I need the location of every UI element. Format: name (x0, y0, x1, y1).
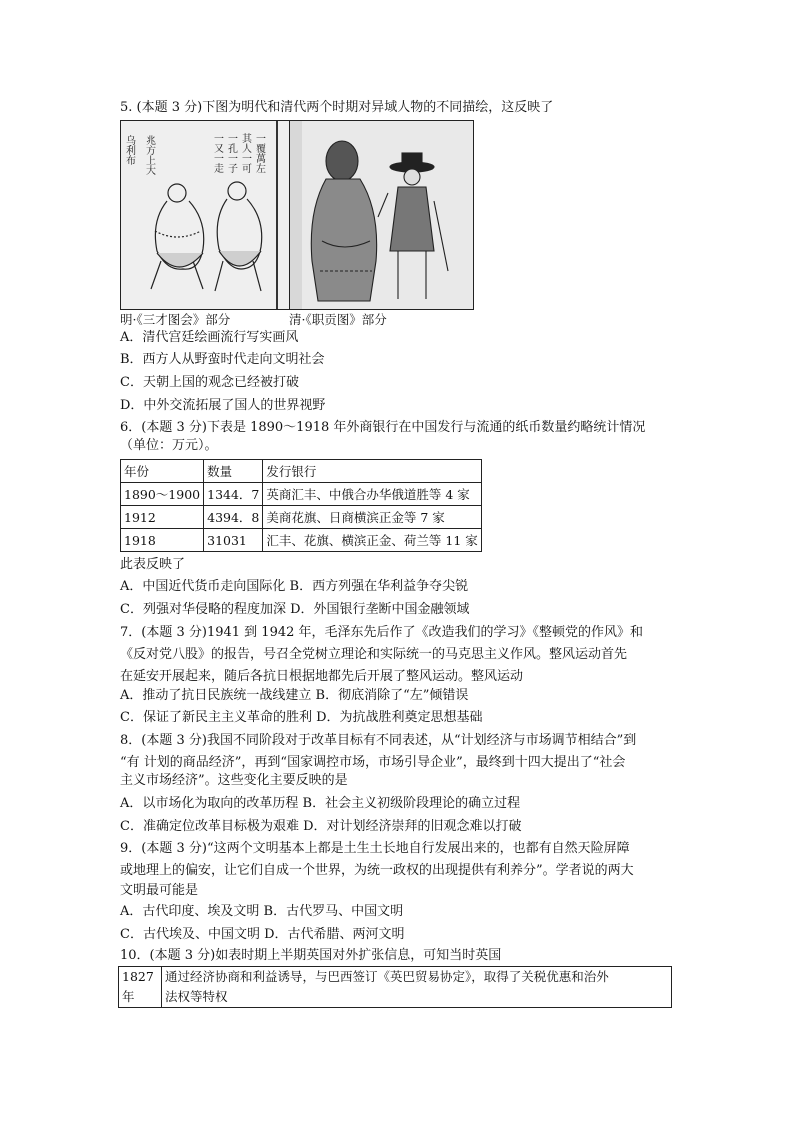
ming-text-col-3: 其人一可 (239, 133, 251, 173)
q7-stem-line3: 在延安开展起来，随后各抗日根据地都先后开展了整风运动。整风运动 (120, 669, 524, 684)
q10-stem: 10．(本题 3 分)如表时期上半期英国对外扩张信息，可知当时英国 (120, 948, 502, 963)
q6-stem-line1: 6．(本题 3 分)下表是 1890～1918 年外商银行在中国发行与流通的纸币数量约略统计情况 (120, 420, 646, 435)
cell-year: 1912 (121, 506, 204, 529)
q8-options-cd: C．准确定位改革目标极为艰难 D．对计划经济崇拜的旧观念难以打破 (120, 819, 522, 834)
header-amount: 数量 (204, 460, 263, 483)
q5-option-b: B．西方人从野蛮时代走向文明社会 (120, 352, 325, 367)
cell-event (162, 967, 672, 1008)
ming-illustration (120, 120, 290, 310)
cell-amount: 1344．7 (204, 483, 263, 506)
cell-event-line2: 法权等特权 (165, 989, 228, 1004)
q7-stem-line1: 7．(本题 3 分)1941 到 1942 年，毛泽东先后作了《改造我们的学习》《整顿党的作风》和 (120, 625, 644, 640)
q8-stem-line3: 主义市场经济”。这些变化主要反映的是 (120, 773, 348, 788)
cell-year: 1918 (121, 529, 204, 552)
cell-year (119, 967, 162, 1008)
header-year: 年份 (121, 460, 204, 483)
q7-stem-line2: 《反对党八股》的报告，号召全党树立理论和实际统一的马克思主义作风。整风运动首先 (120, 647, 628, 662)
q6-banknote-table (120, 459, 482, 552)
q8-options-ab: A．以市场化为取向的改革历程 B．社会主义初级阶段理论的确立过程 (120, 796, 521, 811)
cell-bank: 汇丰、花旗、横滨正金、荷兰等 11 家 (263, 529, 481, 552)
ming-text-col-1: 乌利布 (123, 135, 135, 165)
cell-event-line1: 通过经济协商和利益诱导，与巴西签订《英巴贸易协定》，取得了关税优惠和治外 (165, 969, 609, 984)
q5-option-c: C．天朝上国的观念已经被打破 (120, 375, 299, 390)
q7-options-ab: A．推动了抗日民族统一战线建立 B．彻底消除了“左”倾错误 (120, 688, 469, 703)
caption-qing: 清·《职贡图》部分 (289, 312, 387, 327)
cell-year-line2: 年 (122, 989, 135, 1004)
table-row (121, 506, 482, 529)
ming-text-col-4: 一孔一子 (225, 133, 237, 173)
table-row (121, 529, 482, 552)
q7-options-cd: C．保证了新民主主义革命的胜利 D．为抗战胜利奠定思想基础 (120, 710, 483, 725)
q5-option-d: D．中外交流拓展了国人的世界视野 (120, 398, 326, 413)
q6-after-table: 此表反映了 (120, 557, 186, 572)
q6-options-cd: C．列强对华侵略的程度加深 D．外国银行垄断中国金融领域 (120, 602, 470, 617)
table-row (121, 483, 482, 506)
q6-stem-line2: （单位：万元）。 (120, 438, 218, 453)
qing-figures-drawing (290, 121, 473, 309)
q10-expansion-table (118, 966, 672, 1008)
cell-bank: 美商花旗、日商横滨正金等 7 家 (263, 506, 481, 529)
q9-options-cd: C．古代埃及、中国文明 D．古代希腊、两河文明 (120, 927, 405, 942)
ming-text-col-5: 一又一走 (211, 133, 223, 173)
q9-stem-line1: 9．(本题 3 分)“这两个文明基本上都是土生土长地自行发展出来的，也都有自然天险屏障 (120, 841, 630, 856)
cell-amount: 4394．8 (204, 506, 263, 529)
q5-option-a: A．清代宫廷绘画流行写实画风 (120, 330, 299, 345)
ming-text-col-6: 兆方上大 (143, 135, 155, 175)
cell-amount: 31031 (204, 529, 263, 552)
q9-stem-line2: 或地理上的偏安，让它们自成一个世界，为统一政权的出现提供有利养分”。学者说的两大 (120, 863, 634, 878)
q9-stem-line3: 文明最可能是 (120, 883, 199, 898)
q9-options-ab: A．古代印度、埃及文明 B．古代罗马、中国文明 (120, 904, 404, 919)
header-bank: 发行银行 (263, 460, 481, 483)
q6-options-ab: A．中国近代货币走向国际化 B．西方列强在华利益争夺尖锐 (120, 579, 469, 594)
qing-illustration (289, 120, 474, 310)
ming-figures-drawing (121, 121, 289, 309)
table-header-row (121, 460, 482, 483)
cell-year-line1: 1827 (122, 969, 154, 984)
q8-stem-line1: 8．(本题 3 分)我国不同阶段对于改革目标有不同表述，从“计划经济与市场调节相结合”到 (120, 733, 637, 748)
cell-bank: 英商汇丰、中俄合办华俄道胜等 4 家 (263, 483, 481, 506)
q5-stem: 5. (本题 3 分)下图为明代和清代两个时期对异域人物的不同描绘，这反映了 (120, 100, 554, 115)
q8-stem-line2: “有 计划的商品经济”，再到“国家调控市场，市场引导企业”，最终到十四大提出了“社会 (120, 755, 626, 770)
cell-year: 1890～1900 (121, 483, 204, 506)
table-row (119, 967, 672, 1008)
caption-ming: 明·《三才图会》部分 (120, 312, 231, 327)
ming-text-col-2: 一覆萬左 (253, 133, 265, 173)
